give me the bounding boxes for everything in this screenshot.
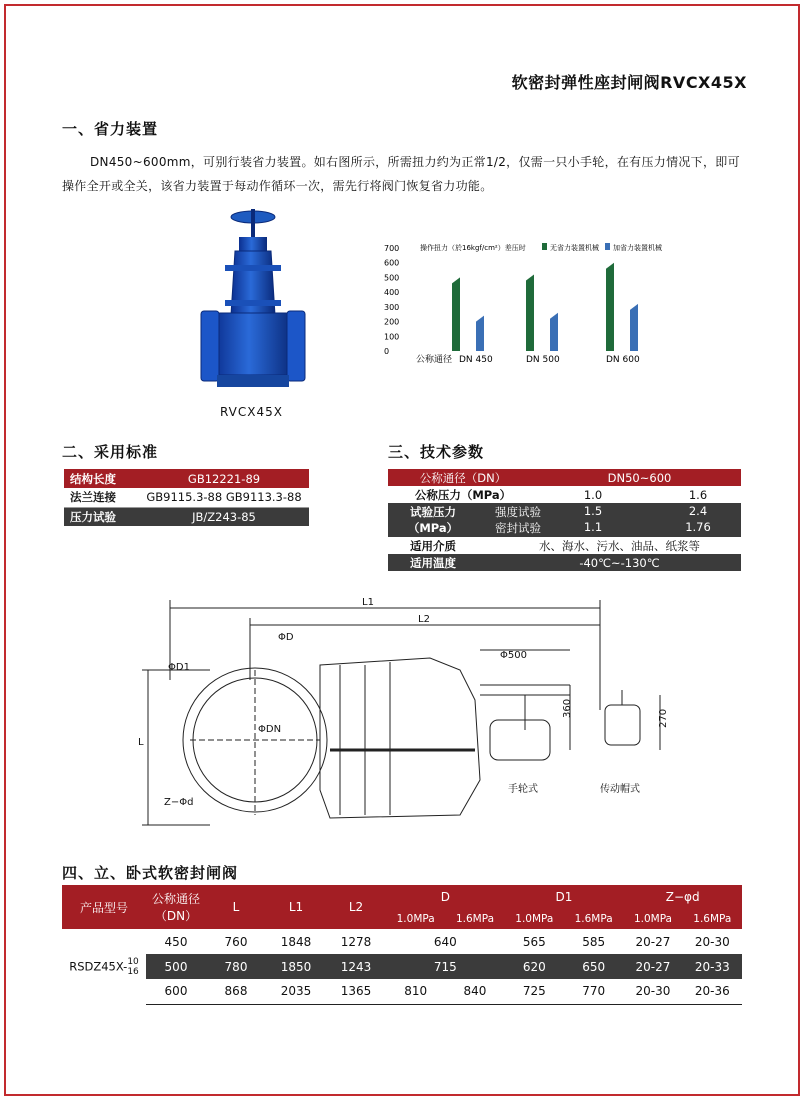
x-axis-labels [459, 355, 640, 365]
cell-l: 780 [206, 954, 266, 979]
cell-l: 760 [224, 934, 248, 949]
model-cell [62, 929, 146, 1004]
cell-l1: 1850 [266, 954, 326, 979]
cell-dn: 600 [146, 979, 206, 1004]
section1-paragraph: DN450~600mm，可别行装省力装置。如右图所示，所需扭力约为正常1/2，仅需一只小手轮，在有压力情况下，即可操作全开或全关，该省力装置于每动作循环一次，需先行将阀门恢复省力功能。 [62, 155, 740, 193]
torque-chart [380, 238, 700, 368]
cell-l2: 1365 [326, 979, 386, 1004]
pressure-value-2: 1.6 [688, 487, 708, 502]
valve-body-outline [320, 658, 480, 818]
subheader: 1.6MPa [564, 908, 623, 929]
cell-zb: 20-30 [694, 934, 730, 949]
cell-d1b: 770 [564, 979, 623, 1004]
model-sub: 16 [127, 966, 139, 977]
tech-row-temp [388, 554, 741, 571]
subheader: 1.0MPa [386, 908, 445, 929]
gearbox-body [605, 705, 640, 745]
cell-da: 810 [386, 979, 445, 1004]
valve-illustration [195, 205, 315, 405]
standards-row [64, 469, 309, 488]
header-d1: D1 [505, 885, 624, 908]
test-label-1: 试验压力 [410, 505, 456, 519]
temp-label: 适用温度 [410, 555, 456, 570]
standard-value: GB12221-89 [139, 469, 309, 488]
seal-label: 密封试验 [495, 521, 541, 535]
section1-title: 一、省力装置 [62, 120, 159, 138]
x-tick-label: DN 450 [459, 355, 493, 365]
page-title: 软密封弹性座封闸阀RVCX45X [511, 73, 747, 92]
section2-title: 二、采用标准 [62, 443, 159, 461]
y-tick-label: 600 [384, 258, 400, 268]
section4-title: 四、立、卧式软密封闸阀 [62, 864, 239, 882]
label-270: 270 [658, 708, 669, 728]
label-360: 360 [562, 698, 573, 718]
bar-without-saver [606, 263, 614, 351]
y-axis-ticks [384, 244, 399, 356]
cell-d1a: 565 [522, 934, 546, 949]
y-tick-label: 700 [384, 244, 400, 253]
seal-value-2: 1.76 [685, 520, 711, 534]
temp-value: -40℃~-130℃ [579, 555, 660, 570]
standard-key: 法兰连接 [64, 488, 139, 507]
y-tick-label: 300 [384, 302, 400, 312]
section3-title: 三、技术参数 [388, 443, 485, 461]
header-l: L [206, 885, 266, 929]
cell-za: 20-27 [623, 954, 682, 979]
x-tick-label: DN 500 [526, 355, 560, 365]
bar-without-saver [452, 277, 460, 351]
subheader: 1.6MPa [683, 908, 742, 929]
legend-swatch-1 [542, 243, 547, 250]
y-tick-label: 100 [384, 332, 400, 342]
tech-row-nominal [388, 469, 741, 486]
gear-housing [490, 720, 550, 760]
y-tick-label: 200 [384, 317, 400, 327]
cell-l2: 1243 [326, 954, 386, 979]
label-handwheel: 手轮式 [508, 784, 538, 795]
bar-with-saver [476, 316, 484, 351]
chart-title: 操作扭力（於16kgf/cm²）差压时 [420, 244, 526, 252]
x-tick-label: DN 600 [606, 355, 640, 365]
label-l1: L1 [362, 597, 374, 608]
legend-swatch-2 [605, 243, 610, 250]
strength-value-1: 1.5 [583, 504, 603, 518]
legend-label-2: 加省力装置机械 [613, 244, 662, 252]
legend-label-1: 无省力装置机械 [550, 244, 599, 252]
label-l: L [138, 737, 144, 748]
tech-row-pressure [388, 486, 741, 503]
y-tick-label: 0 [384, 347, 390, 356]
pressure-value-1: 1.0 [583, 487, 603, 502]
cell-d: 715 [386, 954, 505, 979]
header-model: 产品型号 [62, 885, 146, 929]
y-tick-label: 500 [384, 273, 400, 283]
header-z: Z−φd [623, 885, 742, 908]
technical-drawing [130, 590, 690, 830]
valve-caption: RVCX45X [220, 405, 283, 419]
label-gearbox: 传动帽式 [600, 784, 640, 795]
cell-d1b: 650 [564, 954, 623, 979]
header-l2: L2 [326, 885, 386, 929]
tech-row-medium [388, 537, 741, 554]
nominal-value: DN50~600 [607, 470, 672, 485]
cell-za: 20-27 [635, 934, 671, 949]
standards-row [64, 488, 309, 507]
bar-with-saver [550, 313, 558, 351]
tech-row-test [388, 503, 741, 537]
cell-db: 840 [445, 979, 504, 1004]
pressure-label: 公称压力（MPa） [414, 487, 512, 502]
dimensions-table [62, 885, 742, 1005]
cell-l1: 1848 [280, 934, 312, 949]
table-row [62, 979, 742, 1004]
label-phid1: ΦD1 [168, 662, 190, 673]
standard-value: GB9115.3-88 GB9113.3-88 [139, 488, 309, 507]
cell-dn: 500 [146, 954, 206, 979]
standard-key: 压力试验 [64, 507, 139, 526]
table-row [62, 954, 742, 979]
header-dn: 公称通径（DN） [146, 885, 206, 929]
header-l1: L1 [266, 885, 326, 929]
label-phid: ΦD [278, 632, 294, 643]
model-sup: 10 [127, 956, 139, 967]
header-d: D [386, 885, 505, 908]
medium-value: 水、海水、污水、油品、纸浆等 [539, 538, 700, 553]
cell-l: 868 [206, 979, 266, 1004]
cell-dn: 450 [164, 934, 188, 949]
test-label-2: （MPa） [407, 521, 459, 535]
bar-without-saver [526, 274, 534, 351]
cell-l2: 1278 [340, 934, 372, 949]
model-name: RSDZ45X- [69, 959, 128, 973]
strength-label: 强度试验 [495, 505, 541, 519]
label-z: Z−Φd [164, 797, 194, 808]
cell-zb: 20-33 [683, 954, 742, 979]
standards-table [64, 469, 309, 526]
standard-key: 结构长度 [64, 469, 139, 488]
bar-with-saver [630, 304, 638, 351]
cell-d1a: 620 [505, 954, 564, 979]
cell-l1: 2035 [266, 979, 326, 1004]
seal-value-1: 1.1 [583, 520, 603, 534]
cell-d1b: 585 [582, 934, 606, 949]
cell-zb: 20-36 [683, 979, 742, 1004]
standard-value: JB/Z243-85 [139, 507, 309, 526]
subheader: 1.0MPa [623, 908, 682, 929]
y-tick-label: 400 [384, 288, 400, 298]
standards-row [64, 507, 309, 526]
tech-params-table [388, 469, 741, 571]
cell-d: 640 [433, 934, 457, 949]
subheader: 1.6MPa [445, 908, 504, 929]
medium-label: 适用介质 [410, 538, 456, 553]
strength-value-2: 2.4 [688, 504, 708, 518]
label-phi500: Φ500 [500, 650, 527, 661]
subheader: 1.0MPa [505, 908, 564, 929]
label-phidn: ΦDN [258, 724, 282, 735]
chart-bars [452, 263, 638, 351]
table-row [62, 929, 742, 954]
nominal-label: 公称通径（DN） [419, 470, 507, 485]
x-axis-prefix: 公称通径 [416, 355, 453, 365]
cell-za: 20-30 [623, 979, 682, 1004]
label-l2: L2 [418, 614, 430, 625]
cell-d1a: 725 [505, 979, 564, 1004]
